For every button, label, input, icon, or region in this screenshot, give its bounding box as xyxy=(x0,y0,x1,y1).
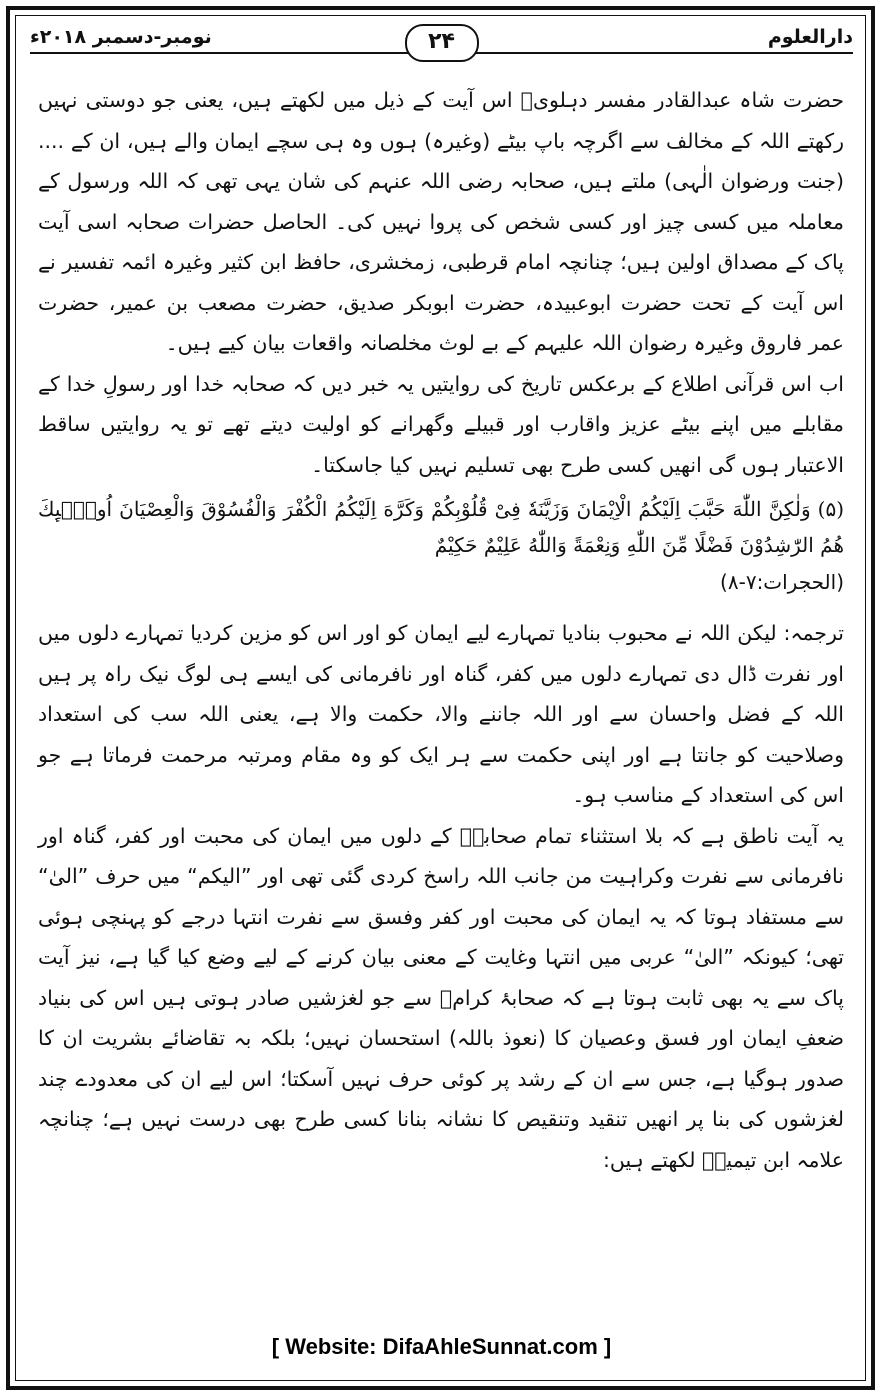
journal-name: دارالعلوم xyxy=(762,26,853,48)
page-number: ۲۴ xyxy=(405,24,479,62)
paragraph-4: یہ آیت ناطق ہے کہ بلا استثناء تمام صحابہؓ کے دلوں میں ایمان کی محبت اور کفر، گناہ اور نافرمانی سے نفرت وکراہیت من جانب اللہ راسخ کردی گئی تھی اور ”الیکم“ میں حرف ”الیٰ“ سے مستفاد ہوتا کہ یہ ایمان کی محبت اور کفر وفسق سے نفرت انتہا درجے کو پہنچی ہوئی تھی؛ کیونکہ ”الیٰ“ عربی میں انتہا وغایت کے معنی بیان کرنے کے لیے وضع کیا گیا ہے، نیز آیت پاک سے یہ بھی ثابت ہوتا ہے کہ صحابۂ کرامؓ سے جو لغزشیں صادر ہوتی ہیں اس کی بنیاد ضعفِ ایمان اور فسق وعصیان کا (نعوذ باللہ) استحسان نہیں؛ بلکہ بہ تقاضائے بشریت ان کا صدور ہوگیا ہے، جس سے ان کے رشد پر کوئی حرف نہیں آسکتا؛ اس لیے ان کی معدودے چند لغزشوں کی بنا پر انھیں تنقید وتنقیص کا نشانہ بنانا کسی طرح بھی درست نہیں ہے؛ چنانچہ علامہ ابن تیمیہؒ لکھتے ہیں: xyxy=(38,823,844,1172)
page-header xyxy=(30,26,853,66)
website-footer: [ Website: DifaAhleSunnat.com ] xyxy=(271,1334,612,1359)
translation-paragraph: ترجمہ: لیکن اللہ نے محبوب بنادیا تمہارے لیے ایمان کو اور اس کو مزین کردیا تمہارے دلوں میں اور نفرت ڈال دی تمہارے دلوں میں کفر، گناہ اور نافرمانی کی ایسے ہی لوگ نیک راہ پر ہیں اللہ کے فضل واحسان سے اور اللہ جاننے والا، حکمت والا ہے، یعنی اللہ سب کی استعداد وصلاحیت کو جانتا ہے اور اپنی حکمت سے ہر ایک کو وہ مقام ومرتبہ مرحمت فرماتا ہے جو اس کی استعداد کے مناسب ہو۔ xyxy=(38,621,844,807)
issue-date: نومبر-دسمبر ۲۰۱۸ء xyxy=(30,26,218,48)
verse-reference: (الحجرات:۷-۸) xyxy=(720,570,844,594)
quran-verse: (۵) وَلٰكِنَّ اللّٰهَ حَبَّبَ اِلَيْكُمُ الْاِيْمَانَ وَزَيَّنَهٗ فِىْ قُلُوْبِكُمْ وَكَرَّهَ اِلَيْكُمُ الْكُفْرَ وَالْفُسُوْقَ وَالْعِصْيَانَ اُولٰۗىِٕكَ هُمُ الرّٰشِدُوْنَ فَضْلًا مِّنَ اللّٰهِ وَنِعْمَةً وَاللّٰهُ عَلِيْمٌ حَكِيْمٌ xyxy=(38,497,844,557)
paragraph-1: حضرت شاہ عبدالقادر مفسر دہلویؒ اس آیت کے ذیل میں لکھتے ہیں، یعنی جو دوستی نہیں رکھتے اللہ کے مخالف سے اگرچہ باپ بیٹے (وغیرہ) ہوں وہ ہی سچے ایمان والے ہیں، ان کے .... (جنت ورضوان الٰہی) ملتے ہیں، صحابہ رضی اللہ عنہم کی شان یہی تھی کہ اللہ ورسول کے معاملہ میں کسی چیز اور کسی شخص کی پروا نہیں کی۔ الحاصل حضرات صحابہ اسی آیت پاک کے مصداق اولین ہیں؛ چنانچہ امام قرطبی، زمخشری، حافظ ابن کثیر وغیرہ ائمہ تفسیر نے اس آیت کے تحت حضرت ابوعبیدہ، حضرت ابوبکر صدیق، حضرت مصعب بن عمیر، حضرت عمر فاروق وغیرہ رضوان اللہ علیہم کے بے لوث مخلصانہ واقعات بیان کیے ہیں۔ xyxy=(38,88,844,355)
article-body xyxy=(38,80,844,1180)
paragraph-2: اب اس قرآنی اطلاع کے برعکس تاریخ کی روایتیں یہ خبر دیں کہ صحابہ خدا اور رسولِ خدا کے مقابلے میں اپنے بیٹے عزیز واقارب اور قبیلے وگھرانے کو اولیت دیتے تھے تو یہ روایتیں ساقط الاعتبار ہوں گی انھیں کسی طرح بھی تسلیم نہیں کیا جاسکتا۔ xyxy=(38,371,844,477)
